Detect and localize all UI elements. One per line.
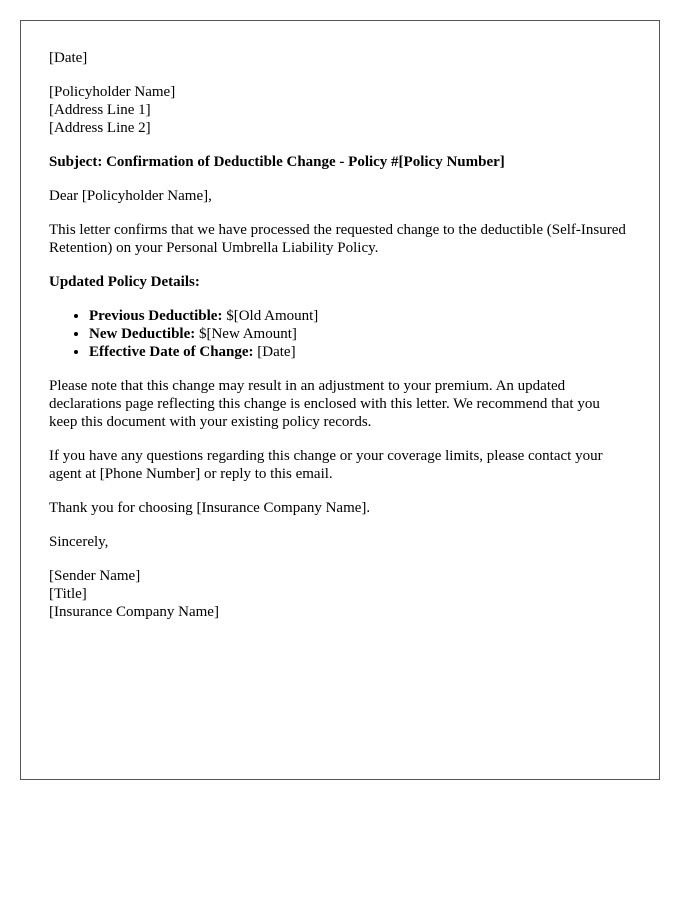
- letter-date: [Date]: [49, 50, 88, 66]
- details-heading: Updated Policy Details:: [49, 274, 200, 290]
- detail-label: Previous Deductible:: [89, 308, 223, 324]
- recipient-address-line-2: [Address Line 2]: [49, 120, 151, 136]
- detail-new-deductible: [89, 325, 631, 343]
- recipient-address-line-1: [Address Line 1]: [49, 102, 151, 118]
- sender-company: [Insurance Company Name]: [49, 604, 219, 620]
- subject-line: Subject: Confirmation of Deductible Change - Policy #[Policy Number]: [49, 154, 505, 170]
- premium-note-paragraph: Please note that this change may result in an adjustment to your premium. An updated declarations page reflecting this change is enclosed with this letter. We recommend that you keep this document with your existing policy records.: [49, 378, 600, 430]
- detail-value: $[Old Amount]: [222, 308, 319, 324]
- recipient-name: [Policyholder Name]: [49, 84, 176, 100]
- closing: Sincerely,: [49, 534, 109, 550]
- detail-value: $[New Amount]: [195, 326, 297, 342]
- detail-label: Effective Date of Change:: [89, 344, 254, 360]
- thanks-paragraph: Thank you for choosing [Insurance Company Name].: [49, 500, 371, 516]
- detail-label: New Deductible:: [89, 326, 196, 342]
- detail-value: [Date]: [253, 344, 296, 360]
- sender-name: [Sender Name]: [49, 568, 141, 584]
- recipient-address: [49, 83, 631, 137]
- sender-title: [Title]: [49, 586, 87, 602]
- detail-previous-deductible: [89, 307, 631, 325]
- detail-effective-date: [89, 343, 631, 361]
- letter-page: [20, 20, 660, 780]
- intro-paragraph: This letter confirms that we have processed the requested change to the deductible (Self-Insured Retention) on your Personal Umbrella Liability Policy.: [49, 222, 626, 256]
- date-line: [49, 49, 631, 67]
- signature-block: [49, 567, 631, 621]
- policy-details-list: [49, 307, 631, 361]
- questions-paragraph: If you have any questions regarding this change or your coverage limits, please contact your agent at [Phone Number] or reply to this email.: [49, 448, 603, 482]
- salutation: Dear [Policyholder Name],: [49, 188, 212, 204]
